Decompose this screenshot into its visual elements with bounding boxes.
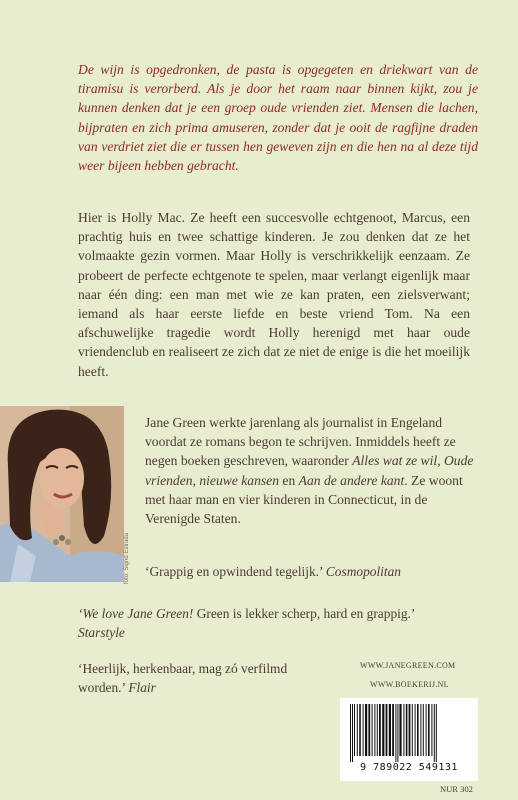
intro-paragraph: De wijn is opgedronken, de pasta is opgegeten en driekwart van de tiramisu is verorberd. Als je door het raam naar binnen kijkt, zou je kunnen denken dat je een groep oude vrienden ziet. Mensen die lachen, bijpraten en zich prima amuseren, zonder dat je ooit de ragfijne draden van verdriet ziet die er tussen hen geweven zijn en die hen na al deze tijd weer bijeen hebben gebracht. bbox=[78, 62, 478, 174]
quote-source: Flair bbox=[128, 680, 156, 695]
book-title: Oude vrienden, nieuwe kansen bbox=[145, 453, 474, 488]
photo-credit: foto: Sigrid Estrada bbox=[124, 532, 130, 584]
quote-source: Cosmopolitan bbox=[325, 564, 402, 579]
review-quote: ‘We love Jane Green! Green is lekker scherp, hard en grappig.’ Starstyle bbox=[78, 606, 416, 640]
author-photo bbox=[0, 406, 124, 582]
review-quote: ‘Heerlijk, herkenbaar, mag zó verfilmd worden.’ Flair bbox=[78, 661, 288, 695]
isbn-barcode bbox=[340, 698, 478, 781]
book-title: Alles wat ze wil bbox=[352, 453, 438, 469]
isbn-number: 9 789022 549131 bbox=[360, 762, 458, 773]
book-title: Aan de andere kant bbox=[298, 472, 405, 488]
quote-source: Starstyle bbox=[78, 625, 125, 640]
author-website: WWW.JANEGREEN.COM bbox=[360, 661, 456, 670]
review-quote: ‘Grappig en opwindend tegelijk.’ Cosmopolitan bbox=[145, 564, 402, 579]
author-bio: Jane Green werkte jarenlang als journalist in Engeland voordat ze romans begon te schrijven. Inmiddels heeft ze negen boeken geschreven, waaronder Alles wat ze wil, Oude vrienden, nieuwe kansen en Aan de andere kant. Ze woont met haar man en vier kinderen in Connecticut, in de Verenigde Staten. bbox=[145, 415, 474, 527]
nur-code: NUR 302 bbox=[440, 784, 473, 794]
blurb-paragraph: Hier is Holly Mac. Ze heeft een succesvolle echtgenoot, Marcus, een prachtig huis en twee schattige kinderen. Je zou denken dat ze het volmaakte gezin vormen. Maar Holly is verschrikkelijk eenzaam. Ze probeert de perfecte echtgenote te spelen, maar verlangt eigenlijk maar naar één ding: een man met wie ze kan praten, een zielsverwant; iemand als haar eerste liefde en beste vriend Tom. Na een afschuwelijke tragedie wordt Holly herenigd met haar oude vriendenclub en realiseert ze zich dat ze niet de enige is die het moeilijk heeft. bbox=[78, 210, 470, 379]
barcode-bars bbox=[348, 704, 470, 762]
publisher-website: WWW.BOEKERIJ.NL bbox=[370, 680, 449, 689]
